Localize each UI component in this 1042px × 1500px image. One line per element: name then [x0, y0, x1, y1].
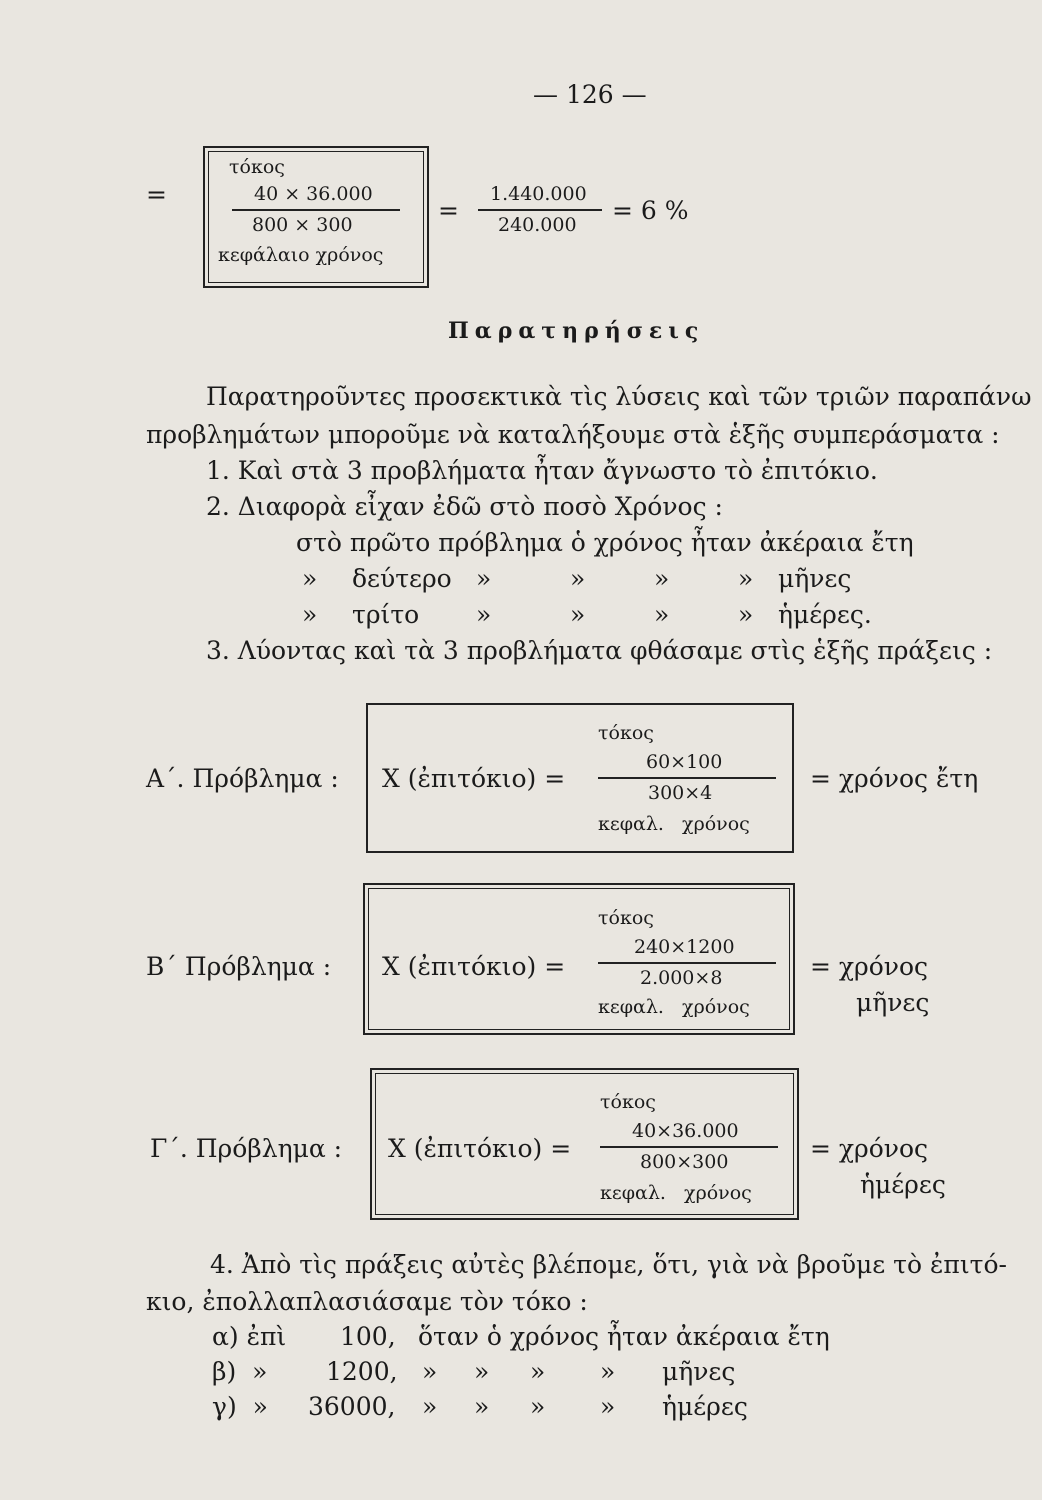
ditto-mark: »: [474, 1357, 490, 1386]
numerator: 240×1200: [634, 936, 735, 958]
frac2-numerator: 1.440.000: [490, 183, 587, 205]
row-value: μῆνες: [662, 1357, 736, 1386]
page-number: — 126 —: [533, 80, 647, 109]
row-number: 1200,: [326, 1357, 398, 1386]
row-rest: ὅταν ὁ χρόνος ἦταν ἀκέραια ἔτη: [418, 1322, 830, 1351]
numerator: 40×36.000: [632, 1120, 739, 1142]
item-1: 1. Καὶ στὰ 3 προβλήματα ἦταν ἄγνωστο τὸ ἐπιτόκιο.: [206, 456, 878, 485]
equals-2: =: [438, 196, 459, 225]
ditto-mark: »: [654, 600, 670, 629]
item-2-row-1: στὸ πρῶτο πρόβλημα ὁ χρόνος ἦταν ἀκέραια ἔτη: [296, 528, 914, 557]
ditto-mark: »: [570, 564, 586, 593]
fraction-bar: [598, 962, 776, 964]
intro-line-1: Παρατηρoῦντες προσεκτικὰ τὶς λύσεις καὶ τῶν τριῶν παραπάνω: [206, 382, 1032, 411]
problem-label: Β΄ Πρόβλημα :: [146, 952, 332, 981]
ditto-mark: »: [600, 1357, 616, 1386]
row-key: α) ἐπὶ: [212, 1322, 287, 1351]
ditto-mark: »: [570, 600, 586, 629]
problem-result-unit: μῆνες: [856, 988, 930, 1017]
denominator: 300×4: [648, 782, 713, 804]
row-key: β) »: [212, 1357, 268, 1386]
label-tokos: τόκος: [598, 722, 654, 744]
ditto-mark: »: [738, 600, 754, 629]
ditto-mark: »: [422, 1357, 438, 1386]
label-tokos: τόκος: [598, 907, 654, 929]
row-value: ἡμέρες.: [778, 600, 872, 629]
problem-result: = χρόνος ἔτη: [810, 764, 979, 793]
denominator: 2.000×8: [640, 967, 723, 989]
fraction-bar: [232, 209, 400, 211]
numerator: 40 × 36.000: [254, 183, 373, 205]
problem-label: Γ΄. Πρόβλημα :: [150, 1134, 343, 1163]
problem-result-unit: ἡμέρες: [860, 1170, 946, 1199]
ditto-mark: »: [530, 1357, 546, 1386]
item-2: 2. Διαφορὰ εἶχαν ἐδῶ στὸ ποσὸ Χρόνος :: [206, 492, 723, 521]
label-capital-time: κεφαλ. χρόνος: [598, 813, 750, 835]
item-4-line-2: κιο, ἐπολλαπλασιάσαμε τὸν τόκο :: [146, 1287, 588, 1316]
row-word: τρίτο: [352, 600, 420, 629]
ditto-mark: »: [600, 1392, 616, 1421]
fraction-bar: [598, 777, 776, 779]
ditto-mark: »: [474, 1392, 490, 1421]
ditto-mark: »: [422, 1392, 438, 1421]
problem-x: Χ (ἐπιτόκιο) =: [382, 952, 566, 981]
fraction-bar: [600, 1146, 778, 1148]
result: = 6 %: [612, 196, 689, 225]
row-word: δεύτερο: [352, 564, 452, 593]
problem-label: Α΄. Πρόβλημα :: [146, 764, 339, 793]
label-capital-time: κεφαλ. χρόνος: [600, 1182, 752, 1204]
ditto-mark: »: [476, 564, 492, 593]
fraction-bar-2: [478, 209, 602, 211]
problem-result: = χρόνος: [810, 1134, 929, 1163]
denominator: 800×300: [640, 1151, 729, 1173]
label-capital-time: κεφάλαιο χρόνος: [218, 244, 384, 266]
heading: Παρατηρήσεις: [448, 318, 705, 344]
item-3: 3. Λύοντας καὶ τὰ 3 προβλήματα φθάσαμε στὶς ἑξῆς πράξεις :: [206, 636, 993, 665]
label-tokos: τόκος: [600, 1091, 656, 1113]
row-value: ἡμέρες: [662, 1392, 748, 1421]
problem-result: = χρόνος: [810, 952, 929, 981]
numerator: 60×100: [646, 751, 723, 773]
ditto-mark: »: [476, 600, 492, 629]
row-key: γ) »: [212, 1392, 268, 1421]
ditto-mark: »: [302, 564, 318, 593]
label-capital-time: κεφαλ. χρόνος: [598, 996, 750, 1018]
row-number: 100,: [340, 1322, 396, 1351]
row-value: μῆνες: [778, 564, 852, 593]
leading-equals: =: [146, 180, 167, 209]
ditto-mark: »: [738, 564, 754, 593]
problem-x: Χ (ἐπιτόκιο) =: [388, 1134, 572, 1163]
row-number: 36000,: [308, 1392, 396, 1421]
ditto-mark: »: [530, 1392, 546, 1421]
item-4-line-1: 4. Ἀπὸ τὶς πράξεις αὐτὲς βλέπομε, ὅτι, γιὰ νὰ βροῦμε τὸ ἐπιτό-: [210, 1250, 1007, 1279]
intro-line-2: προβλημάτων μποροῦμε νὰ καταλήξουμε στὰ ἑξῆς συμπεράσματα :: [146, 420, 1000, 449]
label-tokos: τόκος: [229, 156, 285, 178]
denominator: 800 × 300: [252, 214, 353, 236]
frac2-denominator: 240.000: [498, 214, 577, 236]
ditto-mark: »: [654, 564, 670, 593]
ditto-mark: »: [302, 600, 318, 629]
problem-x: Χ (ἐπιτόκιο) =: [382, 764, 566, 793]
